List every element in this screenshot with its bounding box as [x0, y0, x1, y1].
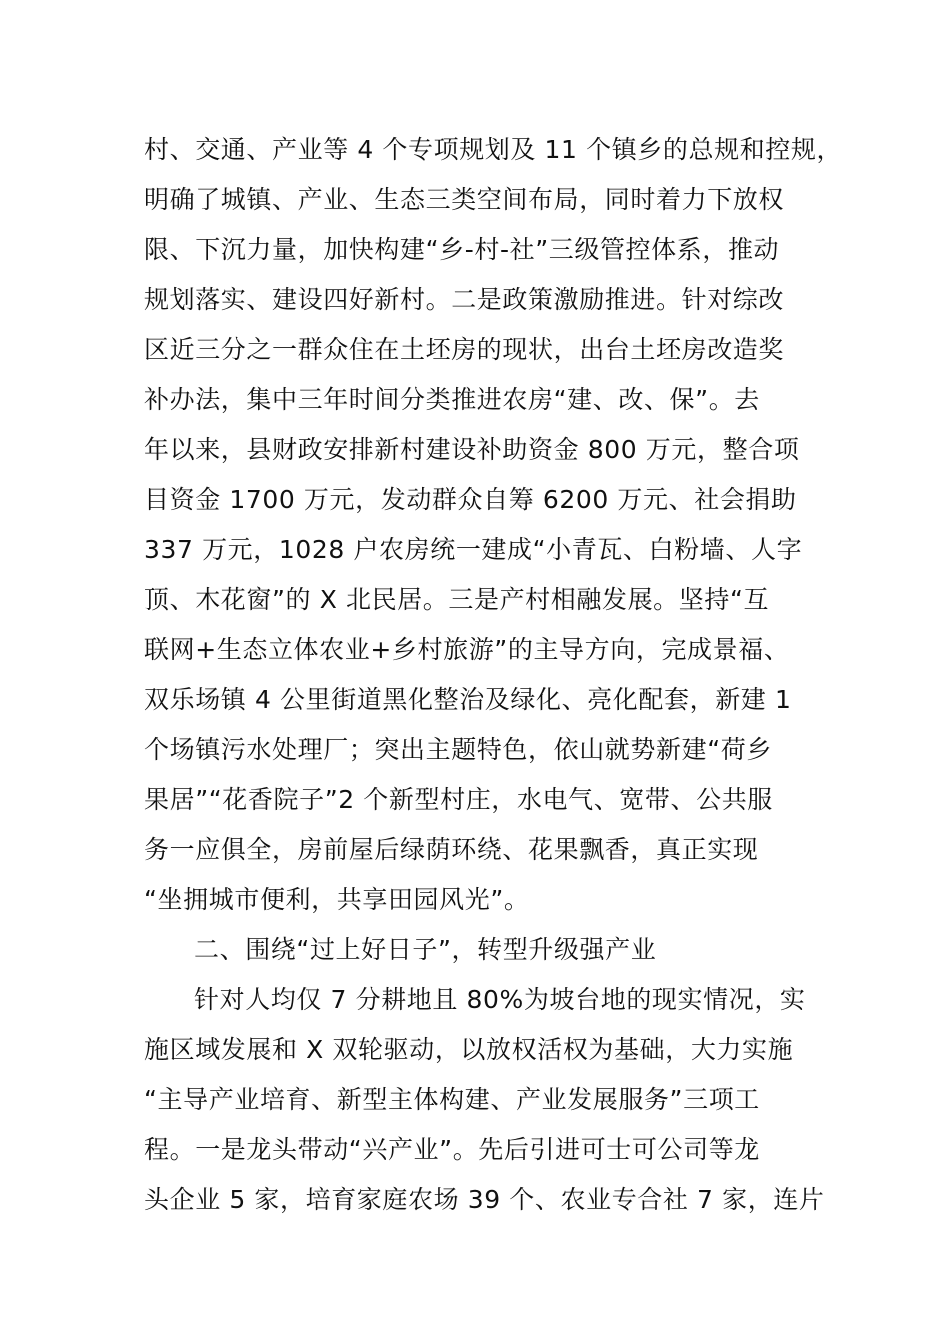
body-line-21: 头企业 5 家，培育家庭农场 39 个、农业专合社 7 家，连片	[144, 1185, 825, 1214]
body-line-7: 年以来，县财政安排新村建设补助资金 800 万元，整合项	[144, 435, 800, 464]
body-line-1: 村、交通、产业等 4 个专项规划及 11 个镇乡的总规和控规，	[144, 135, 843, 164]
body-line-20: 程。一是龙头带动“兴产业”。先后引进可士可公司等龙	[144, 1135, 760, 1164]
body-line-18: 施区域发展和 X 双轮驱动，以放权活权为基础，大力实施	[144, 1035, 794, 1064]
body-line-2: 明确了城镇、产业、生态三类空间布局，同时着力下放权	[144, 185, 785, 214]
body-line-17: 针对人均仅 7 分耕地且 80%为坡台地的现实情况，实	[194, 985, 806, 1014]
body-line-19: “主导产业培育、新型主体构建、产业发展服务”三项工	[144, 1085, 760, 1114]
body-line-8: 目资金 1700 万元，发动群众自筹 6200 万元、社会捐助	[144, 485, 797, 514]
body-line-3: 限、下沉力量，加快构建“乡-村-社”三级管控体系，推动	[144, 235, 780, 264]
body-line-12: 双乐场镇 4 公里街道黑化整治及绿化、亮化配套，新建 1	[144, 685, 792, 714]
body-line-9: 337 万元，1028 户农房统一建成“小青瓦、白粉墙、人字	[144, 535, 803, 564]
body-line-10: 顶、木花窗”的 X 北民居。三是产村相融发展。坚持“互	[144, 585, 770, 614]
body-line-5: 区近三分之一群众住在土坯房的现状，出台土坯房改造奖	[144, 335, 785, 364]
body-line-16: “坐拥城市便利，共享田园风光”。	[144, 885, 530, 914]
body-line-14: 果居”“花香院子”2 个新型村庄，水电气、宽带、公共服	[144, 785, 773, 814]
body-line-15: 务一应俱全，房前屋后绿荫环绕、花果飘香，真正实现	[144, 835, 759, 864]
body-line-13: 个场镇污水处理厂；突出主题特色，依山就势新建“荷乡	[144, 735, 772, 764]
body-line-6: 补办法，集中三年时间分类推进农房“建、改、保”。去	[144, 385, 760, 414]
section-heading: 二、围绕“过上好日子”，转型升级强产业	[194, 935, 657, 964]
body-line-4: 规划落实、建设四好新村。二是政策激励推进。针对综改	[144, 285, 785, 314]
body-line-11: 联网+生态立体农业+乡村旅游”的主导方向，完成景福、	[144, 635, 790, 664]
